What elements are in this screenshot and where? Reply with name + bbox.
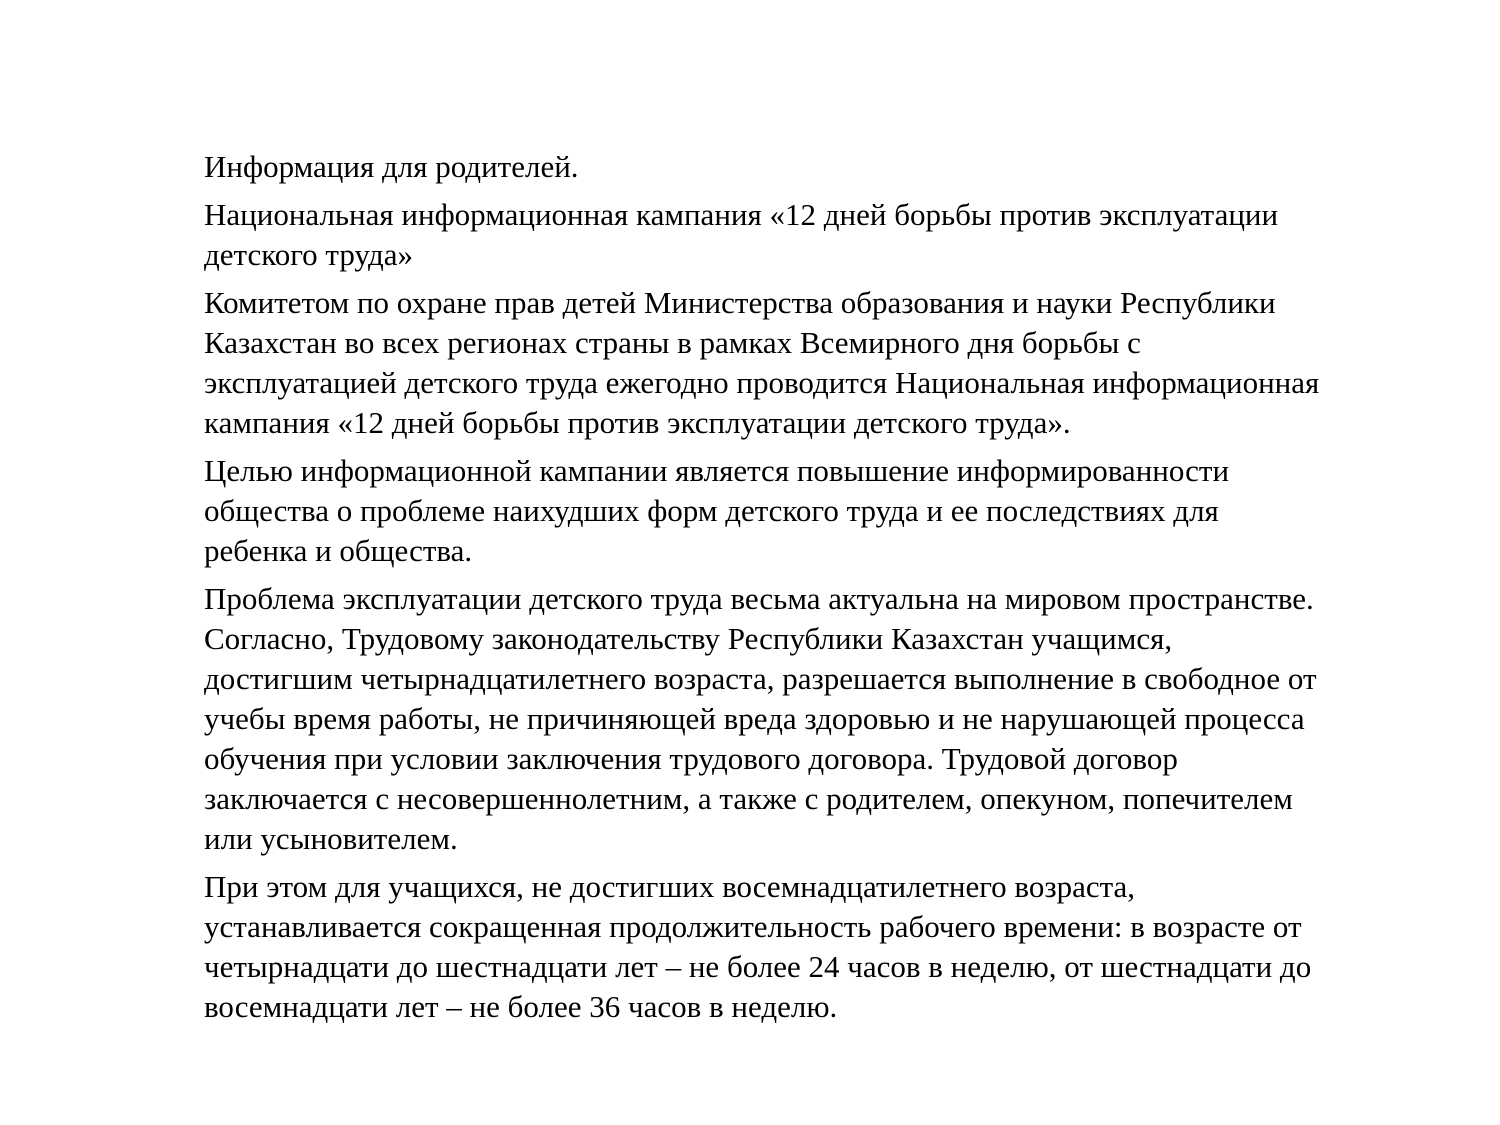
paragraph-3-line-6: заключается с несовершеннолетним, а также с родителем, опекуном, попечителем	[204, 781, 1293, 816]
paragraph-3-line-1: Проблема эксплуатации детского труда весьма актуальна на мировом пространстве.	[204, 581, 1314, 616]
paragraph-4-line-4: восемнадцати лет – не более 36 часов в неделю.	[204, 989, 838, 1024]
campaign-title	[204, 195, 1419, 275]
paragraph-4-line-3: четырнадцати до шестнадцати лет – не более 24 часов в неделю, от шестнадцати до	[204, 949, 1312, 984]
heading-line: Информация для родителей.	[204, 149, 579, 184]
paragraph-1-line-3: эксплуатацией детского труда ежегодно проводится Национальная информационная	[204, 365, 1320, 400]
campaign-title-line-1: Национальная информационная кампания «12 дней борьбы против эксплуатации	[204, 197, 1279, 232]
paragraph-4-line-2: устанавливается сокращенная продолжительность рабочего времени: в возрасте от	[204, 909, 1302, 944]
paragraph-1-line-4: кампания «12 дней борьбы против эксплуатации детского труда».	[204, 405, 1071, 440]
paragraph-working-hours	[204, 867, 1419, 1027]
paragraph-3-line-2: Согласно, Трудовому законодательству Республики Казахстан учащимся,	[204, 621, 1173, 656]
document-body	[204, 147, 1419, 1035]
paragraph-1-line-2: Казахстан во всех регионах страны в рамках Всемирного дня борьбы с	[204, 325, 1141, 360]
paragraph-4-line-1: При этом для учащихся, не достигших восемнадцатилетнего возраста,	[204, 869, 1136, 904]
paragraph-3-line-7: или усыновителем.	[204, 821, 458, 856]
campaign-title-line-2: детского труда»	[204, 237, 413, 272]
paragraph-3-line-3: достигшим четырнадцатилетнего возраста, разрешается выполнение в свободное от	[204, 661, 1317, 696]
paragraph-1-line-1: Комитетом по охране прав детей Министерства образования и науки Республики	[204, 285, 1276, 320]
paragraph-2-line-1: Целью информационной кампании является повышение информированности	[204, 453, 1230, 488]
paragraph-2-line-3: ребенка и общества.	[204, 533, 473, 568]
document-heading	[204, 147, 1419, 187]
paragraph-3-line-5: обучения при условии заключения трудового договора. Трудовой договор	[204, 741, 1178, 776]
paragraph-2-line-2: общества о проблеме наихудших форм детского труда и ее последствиях для	[204, 493, 1219, 528]
paragraph-goal	[204, 451, 1419, 571]
paragraph-committee	[204, 283, 1419, 443]
paragraph-problem	[204, 579, 1419, 859]
paragraph-3-line-4: учебы время работы, не причиняющей вреда здоровью и не нарушающей процесса	[204, 701, 1305, 736]
